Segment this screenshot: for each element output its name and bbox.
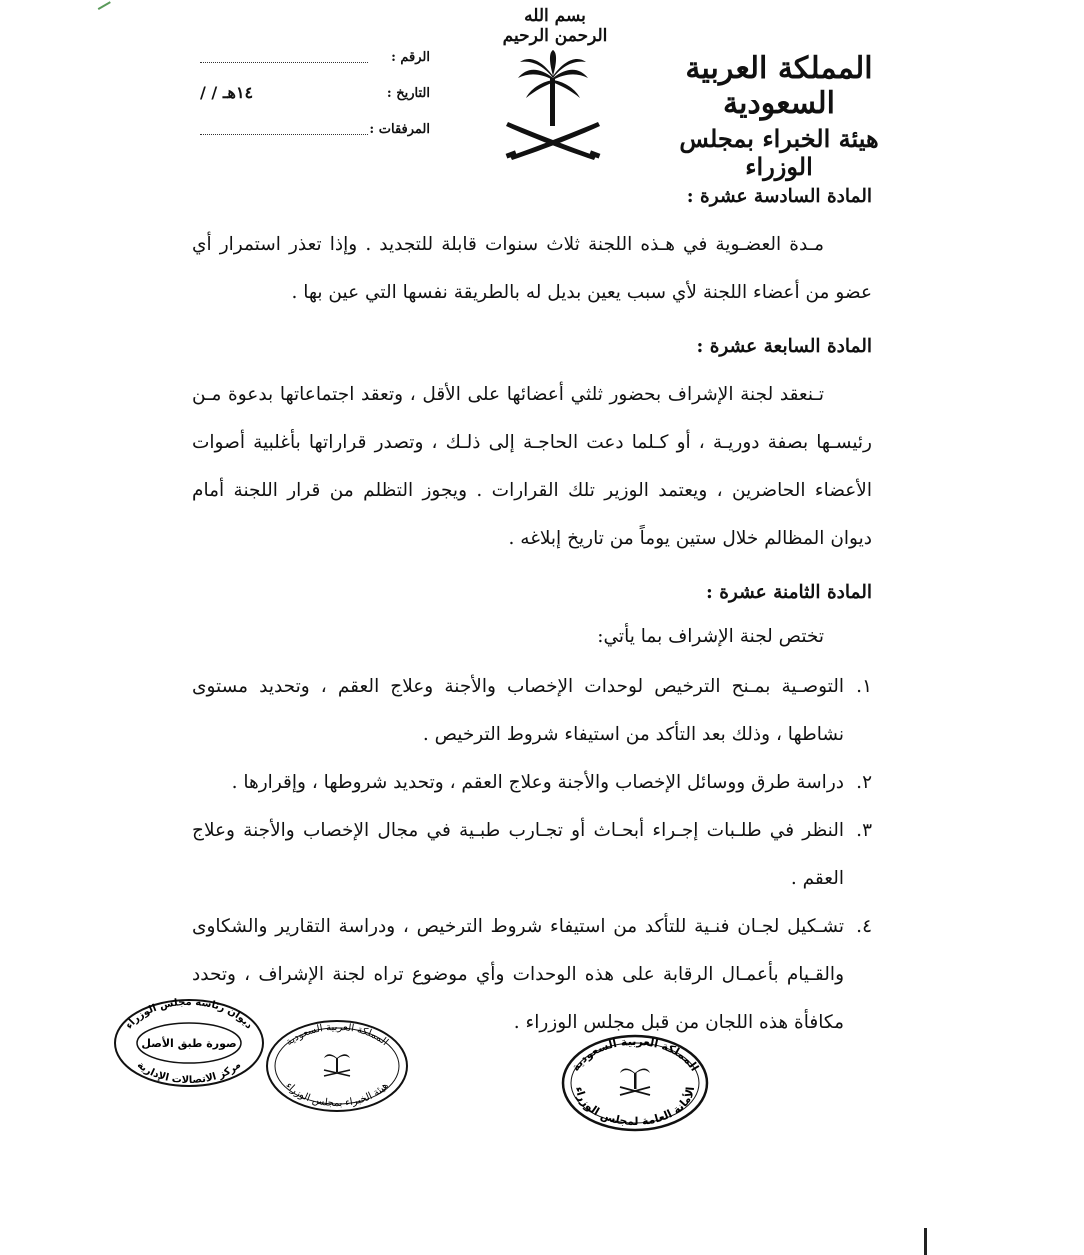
palm-emblem-icon (620, 1068, 650, 1095)
svg-text:المملكة العربية السعودية (569, 1035, 701, 1074)
attachments-row (200, 122, 430, 158)
svg-text:ديوان رئاسة مجلس الوزراء (124, 997, 255, 1031)
stamp2-top-text: المملكة العربية السعودية (284, 1021, 391, 1049)
reference-row (200, 50, 430, 86)
list-item (192, 807, 872, 903)
letter-meta (200, 50, 430, 158)
item-number: ٢. (856, 772, 872, 793)
article-16 (192, 185, 872, 317)
palm-emblem-icon (324, 1054, 350, 1076)
corner-mark (95, 0, 111, 10)
item-number: ٤. (856, 916, 872, 937)
date-row (200, 83, 430, 122)
item-text: تشـكيل لجـان فنـية للتأكد من استيفاء شروط الترخيص ، ودراسة التقارير والشكاوى والقـيام بأعمـال الرقابة على هذه الوحدات وأي موضوع تراه لجنة الإشراف ، وتحدد مكافأة هذه اللجان من قبل مجلس الوزراء . (192, 916, 844, 1033)
article-heading: المادة السابعة عشرة : (696, 336, 872, 357)
certified-copy-stamp (112, 997, 266, 1089)
article-18 (192, 581, 872, 1047)
item-text: دراسة طرق ووسائل الإخصاب والأجنة وعلاج العقم ، وتحديد شروطها ، وإقرارها . (231, 772, 844, 793)
stamp1-mid-text: صورة طبق الأصل (141, 1037, 237, 1050)
secretariat-stamp (560, 1033, 710, 1133)
list-item (192, 759, 872, 807)
attachments-label: المرفقات : (369, 122, 430, 137)
kingdom-title: المملكة العربية السعودية (685, 51, 873, 121)
stamp2-bottom-text: هيئة الخبراء بمجلس الوزراء (283, 1080, 391, 1110)
bureau-title: هيئة الخبراء بمجلس الوزراء (679, 124, 879, 181)
item-number: ٣. (856, 820, 872, 841)
basmala: بسم الله الرحمن الرحيم (502, 6, 608, 46)
stamp3-bottom-text: الأمانة العامة لمجلس الوزراء (572, 1085, 698, 1129)
saudi-emblem-icon (498, 48, 608, 168)
article-intro: تختص لجنة الإشراف بما يأتي: (597, 626, 824, 647)
item-text: النظر في طلـبات إجـراء أبحـاث أو تجـارب طبـية في مجال الإخصاب والأجنة وعلاج العقم . (192, 820, 844, 889)
stamp1-bottom-text: مركز الاتصالات الإدارية (134, 1059, 244, 1087)
stamp1-top-text: ديوان رئاسة مجلس الوزراء (123, 997, 255, 1032)
reference-line (200, 62, 368, 63)
item-number: ١. (856, 676, 872, 697)
svg-text:المملكة العربية السعودية (284, 1022, 390, 1048)
date-value: / / ١٤هـ (200, 83, 254, 102)
bureau-stamp (264, 1018, 410, 1114)
article-paragraph: مـدة العضـوية في هـذه اللجنة ثلاث سنوات قابلة للتجديد . وإذا تعذر استمرار أي عضو من أعضاء اللجنة لأي سبب يعين بديل له بالطريقة نفسها التي عين بها . (192, 234, 872, 303)
article-heading: المادة السادسة عشرة : (686, 186, 872, 207)
list-item (192, 663, 872, 759)
document-body (192, 185, 872, 1047)
item-text: التوصـية بمـنح الترخيص لوحدات الإخصاب والأجنة وعلاج العقم ، وتحديد مستوى نشاطها ، وذلك بعد التأكد من استيفاء شروط الترخيص . (192, 676, 844, 745)
page-edge-mark (924, 1228, 927, 1255)
reference-label: الرقم : (391, 50, 430, 65)
attachments-line (200, 134, 368, 135)
article-heading: المادة الثامنة عشرة : (705, 582, 872, 603)
article-paragraph: تـنعقد لجنة الإشراف بحضور ثلثي أعضائها على الأقل ، وتعقد اجتماعاتها بدعوة مـن رئيسـها بصفة دوريـة ، أو كـلما دعت الحاجـة إلى ذلـك ، وتصدر قراراتها بأغلبية أصوات الأعضاء الحاضرين ، ويعتمد الوزير تلك القرارات . ويجوز التظلم من قرار اللجنة أمام ديوان المظالم خلال ستين يوماً من تاريخ إبلاغه . (192, 384, 872, 549)
letterhead (644, 52, 914, 180)
stamp3-top-text: المملكة العربية السعودية (568, 1034, 702, 1074)
article-17 (192, 335, 872, 563)
date-label: التاريخ : (386, 86, 430, 101)
